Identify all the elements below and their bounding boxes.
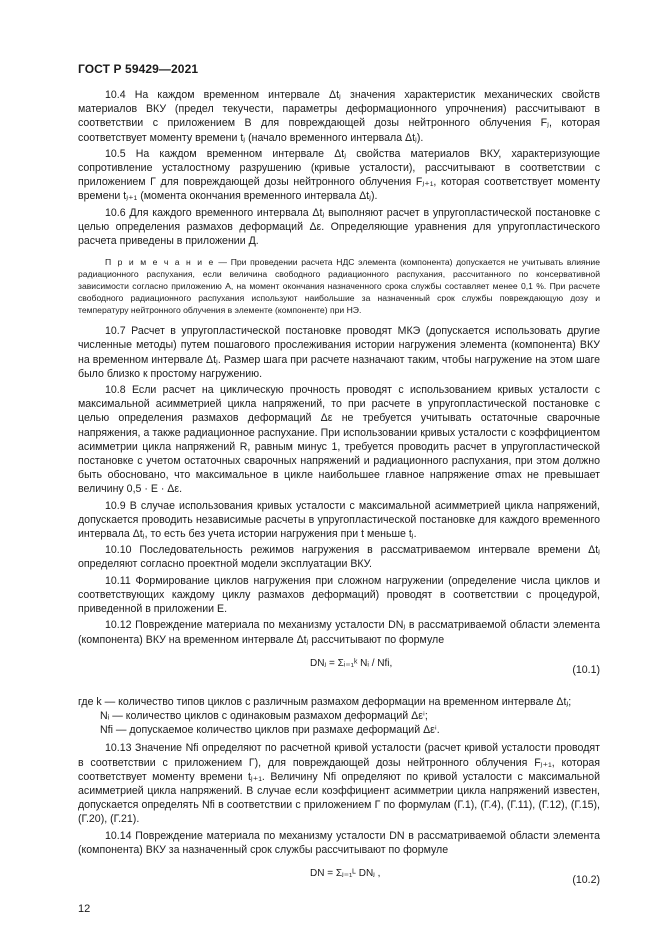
note-label: П р и м е ч а н и е xyxy=(105,257,215,268)
paragraph-10-5: 10.5 На каждом временном интервале Δtⱼ свойства материалов ВКУ, характеризующие сопротивление усталостному разрушению (кривые усталости), рассчитывают в соответствии с приложением Г для повреждающей дозы нейтронного облучения Fⱼ₊₁, которая соответствует моменту времени tⱼ₊₁ (момента окончания временного интервала Δtⱼ). xyxy=(78,147,600,203)
note xyxy=(78,256,600,316)
paragraph-10-13: 10.13 Значение Nfi определяют по расчетной кривой усталости (расчет кривой усталости проводят в соответствии с приложением Г), для повреждающей дозы нейтронного облучения Fⱼ₊₁, которая соответствует моменту времени tⱼ₊₁. Величину Nfi определяют по кривой усталости с максимальной асимметрией цикла напряжений. В случае если коэффициент асимметрии цикла напряжений известен, допускается определять Nfi в соответствии с приложением Г по формулам (Г.1), (Г.4), (Г.11), (Г.12), (Г.15), (Г.20), (Г.21). xyxy=(78,742,600,826)
definition-ni: Nᵢ — количество циклов с одинаковым размахом деформаций Δεⁱ; xyxy=(100,709,428,722)
note-text: — При проведении расчета НДС элемента (компонента) допускается не учитывать влияние радиационного распухания, если величина свободного радиационного распухания, рассчитанного по консервативной зависимости согласно приложению А, на момент окончания назначенного срока службы составляет менее 0,1 %. При расчете свободного радиационного распухания используют наибольшие за назначенный срок службы повреждающую дозу и температуру нейтронного облучения в элементе (компоненте) при НЭ. xyxy=(78,257,601,316)
paragraph-10-9: 10.9 В случае использования кривых усталости с максимальной асимметрией цикла напряжений, допускается проводить независимые расчеты в упругопластической постановке для каждого временного интервала Δtⱼ, то есть без учета истории нагружения при t меньше tⱼ. xyxy=(78,499,600,541)
formula-10-2-number: (10.2) xyxy=(572,873,600,886)
definition-nfi: Nfi — допускаемое количество циклов при размахе деформаций Δεⁱ. xyxy=(100,724,440,737)
formula-10-2 xyxy=(78,861,600,899)
paragraph-10-4: 10.4 На каждом временном интервале Δtⱼ значения характеристик механических свойств материалов ВКУ (предел текучести, параметры деформационного упрочнения) рассчитывают в соответствии с приложением В для повреждающей дозы нейтронного облучения Fⱼ, которая соответствует моменту времени tⱼ (начало временного интервала Δtⱼ). xyxy=(78,89,600,144)
formula-10-1 xyxy=(78,651,600,689)
formula-10-1-expression: DNⱼ = Σᵢ₌₁ᵏ Nᵢ / Nfi, xyxy=(310,657,393,669)
formula-10-2-expression: DN = Σⱼ₌₁ᴸ DNⱼ , xyxy=(310,867,381,879)
formula-10-1-number: (10.1) xyxy=(572,663,600,676)
paragraph-10-12: 10.12 Повреждение материала по механизму усталости DNⱼ в рассматриваемой области элемента (компонента) ВКУ на временном интервале Δtⱼ рассчитывают по формуле xyxy=(78,619,600,646)
definition-k: где k — количество типов циклов с различным размахом деформации на временном интервале Δtⱼ; xyxy=(78,695,572,708)
paragraph-10-6: 10.6 Для каждого временного интервала Δtⱼ выполняют расчет в упругопластической постановке с целью определения размахов деформаций Δε. Определяющие уравнения для упругопластического расчета приведены в приложении Д. xyxy=(78,206,600,248)
formula-definitions xyxy=(78,695,600,738)
paragraph-10-11: 10.11 Формирование циклов нагружения при сложном нагружении (определение числа циклов и соответствующих каждому циклу размахов деформаций) проводят в соответствии с процедурой, приведенной в приложении Е. xyxy=(78,574,600,616)
page-number: 12 xyxy=(78,903,91,915)
paragraph-10-7: 10.7 Расчет в упругопластической постановке проводят МКЭ (допускается использовать другие численные методы) путем пошагового прослеживания истории нагружения элемента (компонента) ВКУ на временном интервале Δtⱼ. Размер шага при расчете назначают таким, чтобы нагружение на этом шаге было близко к простому нагружению. xyxy=(78,325,600,380)
paragraph-10-14: 10.14 Повреждение материала по механизму усталости DN в рассматриваемой области элемента (компонента) ВКУ за назначенный срок службы рассчитывают по формуле xyxy=(78,829,600,856)
document-header: ГОСТ Р 59429—2021 xyxy=(78,62,199,76)
document-body xyxy=(78,88,600,905)
paragraph-10-8: 10.8 Если расчет на циклическую прочность проводят с использованием кривых усталости с максимальной асимметрией цикла напряжений, то при расчете в упругопластической постановке с целью определения размахов деформаций Δε не требуется учитывать остаточные сварочные напряжения, а также радиационное распухание. При использовании кривых усталости с коэффициентом асимметрии цикла напряжений R, равным минус 1, требуется проводить расчет в упругопластической постановке с учетом остаточных сварочных напряжений и радиационного распухания, при этом должно быть обосновано, что максимальное в цикле наибольшее главное напряжение σmax не превышает величину 0,5 · E · Δε. xyxy=(78,384,600,496)
paragraph-10-10: 10.10 Последовательность режимов нагружения в рассматриваемом интервале времени Δtⱼ определяют согласно проектной модели эксплуатации ВКУ. xyxy=(78,544,600,571)
